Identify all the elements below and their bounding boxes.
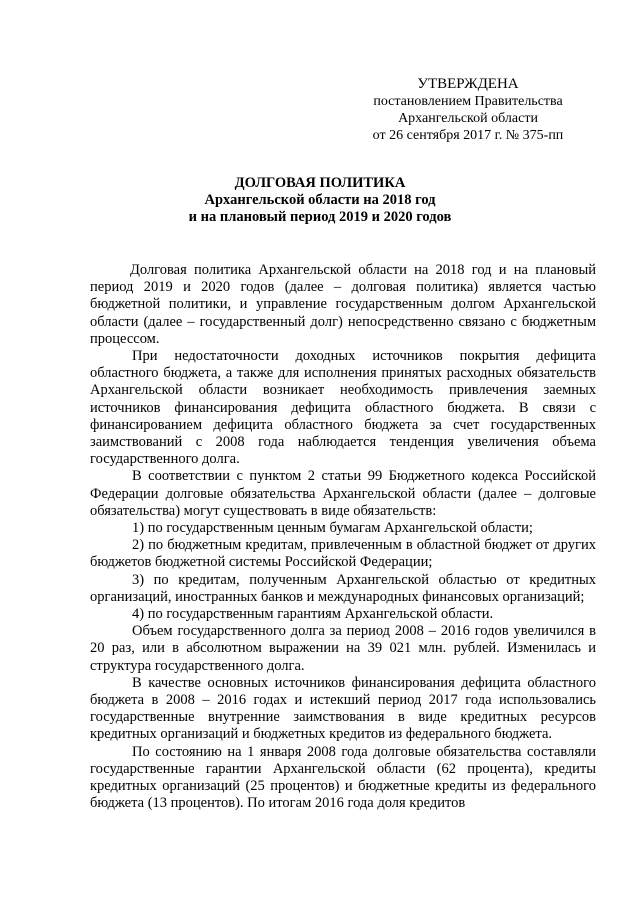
approval-authority: постановлением Правительства bbox=[373, 94, 563, 109]
approval-heading: УТВЕРЖДЕНА bbox=[417, 76, 519, 92]
document-body bbox=[90, 262, 596, 813]
list-item-securities: 1) по государственным ценным бумагам Архангельской области; bbox=[132, 520, 533, 537]
paragraph-debt-growth: Объем государственного долга за период 2008 – 2016 годов увеличился в 20 раз, или в абсолютном выражении на 39 021 млн. рублей. Изменилась и структура государственного долга. bbox=[90, 623, 596, 674]
document-title bbox=[0, 175, 640, 226]
title-line-2: Архангельской области на 2018 год bbox=[204, 192, 436, 208]
paragraph-deficit: При недостаточности доходных источников покрытия дефицита областного бюджета, а также для исполнения принятых расходных обязательств Архангельской области возникает необходимость привлечения заемных источников финансирования дефицита областного бюджета. В связи с финансированием дефицита областного бюджета за счет государственных заимствований с 2008 года наблюдается тенденция увеличения объема государственного долга. bbox=[90, 348, 596, 468]
list-item-budget-credits: 2) по бюджетным кредитам, привлеченным в областной бюджет от других бюджетов бюджетной системы Российской Федерации; bbox=[90, 537, 596, 571]
list-item-bank-credits: 3) по кредитам, полученным Архангельской областью от кредитных организаций, иностранных банков и международных финансовых организаций; bbox=[90, 571, 596, 605]
paragraph-funding-sources: В качестве основных источников финансирования дефицита областного бюджета в 2008 – 2016 годах и истекший период 2017 года использовались государственные внутренние заимствования в виде кредитных ресурсов кредитных организаций и бюджетных кредитов из федерального бюджета. bbox=[90, 674, 596, 743]
list-item-guarantees: 4) по государственным гарантиям Архангельской области. bbox=[132, 606, 494, 623]
approval-date: от 26 сентября 2017 г. № 375-пп bbox=[372, 128, 564, 143]
title-line-1: ДОЛГОВАЯ ПОЛИТИКА bbox=[234, 175, 406, 191]
paragraph-intro: Долговая политика Архангельской области на 2018 год и на плановый период 2019 и 2020 годов (далее – долговая политика) является частью бюджетной политики, и управление государственным долгом Архангельской области (далее – государственный долг) непосредственно связано с бюджетным процессом. bbox=[90, 262, 596, 347]
paragraph-debt-structure: По состоянию на 1 января 2008 года долговые обязательства составляли государственные гарантии Архангельской области (62 процента), кредиты кредитных организаций (25 процентов) и бюджетные кредиты из федерального бюджета (13 процентов). По итогам 2016 года доля кредитов bbox=[90, 743, 596, 812]
paragraph-obligations: В соответствии с пунктом 2 статьи 99 Бюджетного кодекса Российской Федерации долговые обязательства Архангельской области (далее – долговые обязательства) могут существовать в виде обязательств: bbox=[90, 468, 596, 519]
title-line-3: и на плановый период 2019 и 2020 годов bbox=[188, 209, 452, 225]
approval-region: Архангельской области bbox=[398, 111, 538, 126]
approval-stamp bbox=[340, 76, 596, 144]
